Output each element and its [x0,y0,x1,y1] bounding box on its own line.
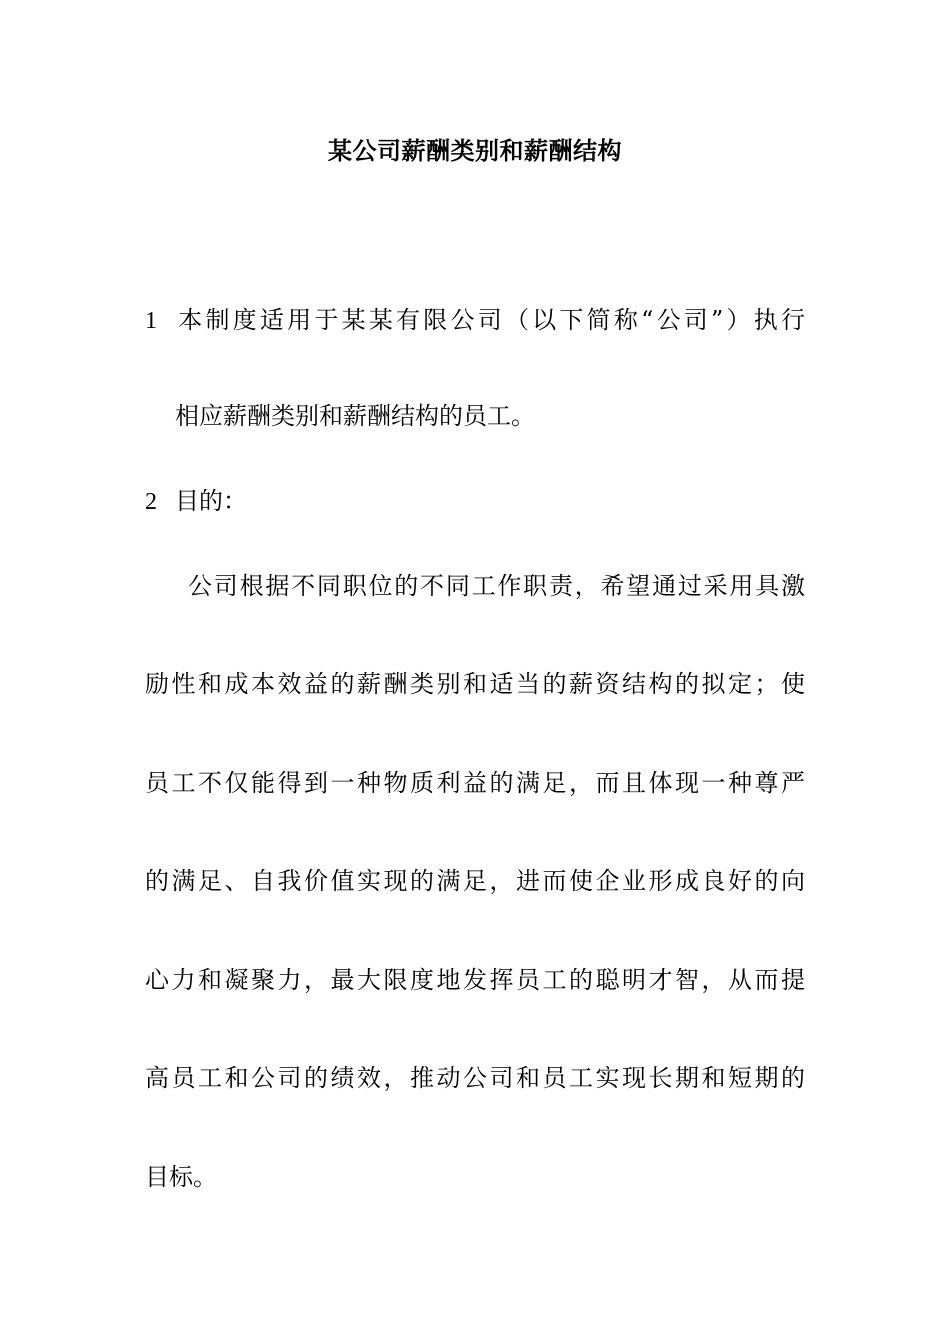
section-1-line-2: 相应薪酬类别和薪酬结构的员工。 [175,402,535,430]
section-1-line-1 [145,302,805,339]
section-1-number: 1 [145,308,157,334]
paragraph-line: 高员工和公司的绩效，推动公司和员工实现长期和短期的 [145,1064,805,1092]
paragraph-line: 公司根据不同职位的不同工作职责，希望通过采用具激 [188,572,805,600]
document-title: 某公司薪酬类别和薪酬结构 [328,137,622,165]
paragraph-line: 励性和成本效益的薪酬类别和适当的薪资结构的拟定；使 [145,670,805,698]
paragraph-line: 心力和凝聚力，最大限度地发挥员工的聪明才智，从而提 [145,966,805,994]
paragraph-line: 员工不仅能得到一种物质利益的满足，而且体现一种尊严 [145,769,805,797]
paragraph-line: 目标。 [145,1163,217,1191]
section-2-heading: 目的： [175,487,247,515]
section-2-heading-line [145,483,805,520]
section-1-text-line-1: 本制度适用于某某有限公司（以下简称“公司”）执行 [175,306,805,334]
section-2-number: 2 [145,489,157,515]
paragraph-line: 的满足、自我价值实现的满足，进而使企业形成良好的向 [145,867,805,895]
